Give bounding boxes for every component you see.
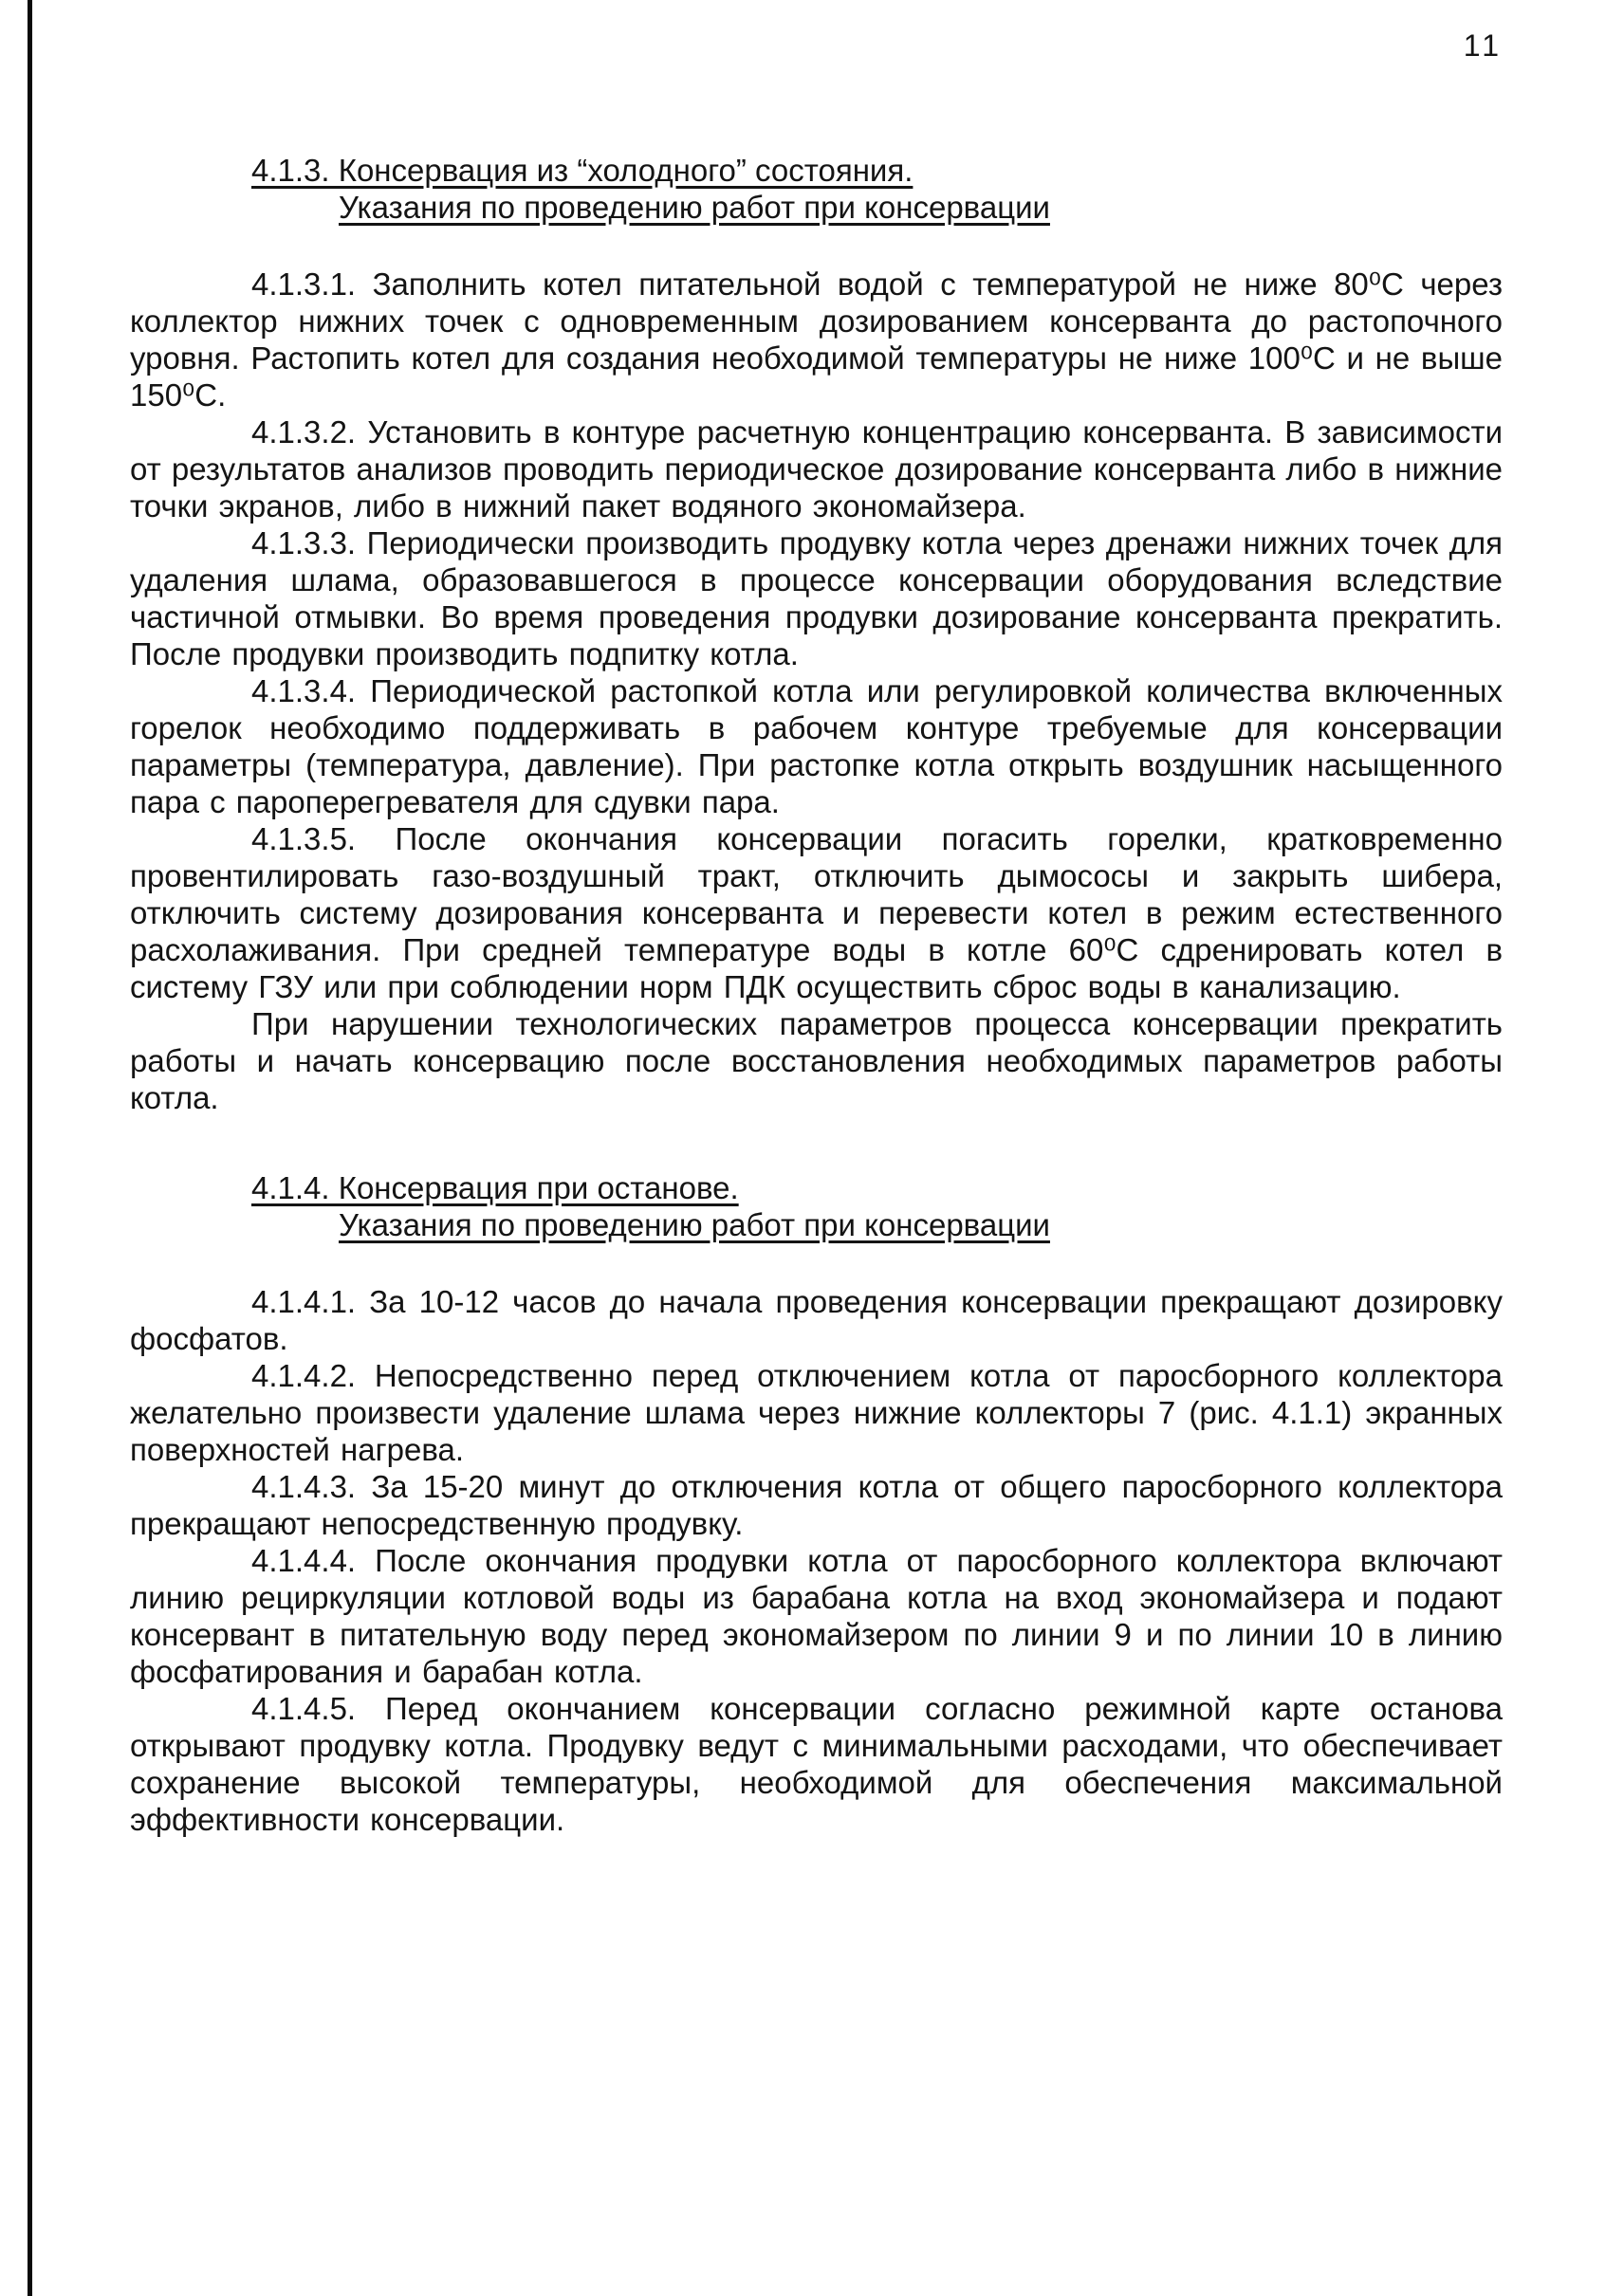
paragraph-4-1-4-4: 4.1.4.4. После окончания продувки котла от паросборного коллектора включают линию рециркуляции котловой воды из барабана котла на вход экономайзера и подают консервант в питательную воду перед экономайзером по линии 9 и по линии 10 в линию фосфатирования и барабан котла.: [130, 1543, 1503, 1689]
paragraph-4-1-4-1: 4.1.4.1. За 10-12 часов до начала проведения консервации прекращают дозировку фосфатов.: [130, 1284, 1503, 1356]
heading-line-2: Указания по проведению работ при консервации: [339, 1207, 1050, 1242]
document-content: [130, 152, 1503, 1838]
heading-line-2: Указания по проведению работ при консервации: [339, 190, 1050, 225]
section-4-1-4-heading: [130, 1169, 1503, 1243]
paragraph-4-1-4-2: 4.1.4.2. Непосредственно перед отключением котла от паросборного коллектора желательно произвести удаление шлама через нижние коллекторы 7 (рис. 4.1.1) экранных поверхностей нагрева.: [130, 1358, 1503, 1467]
paragraph-4-1-3-2: 4.1.3.2. Установить в контуре расчетную концентрацию консерванта. В зависимости от результатов анализов проводить периодическое дозирование консерванта либо в нижние точки экранов, либо в нижний пакет водяного экономайзера.: [130, 414, 1503, 523]
section-4-1-3: [130, 152, 1503, 1116]
paragraph-4-1-3-5: 4.1.3.5. После окончания консервации погасить горелки, кратковременно провентилировать газо-воздушный тракт, отключить дымососы и закрыть шибера, отключить систему дозирования консерванта и перевести котел в режим естественного расхолаживания. При средней температуре воды в котле 60⁰С сдренировать котел в систему ГЗУ или при соблюдении норм ПДК осуществить сброс воды в канализацию.: [130, 821, 1503, 1004]
paragraph-4-1-3-3: 4.1.3.3. Периодически производить продувку котла через дренажи нижних точек для удаления шлама, образовавшегося в процессе консервации оборудования вследствие частичной отмывки. Во время проведения продувки дозирование консерванта прекратить. После продувки производить подпитку котла.: [130, 525, 1503, 671]
paragraph-4-1-4-3: 4.1.4.3. За 15-20 минут до отключения котла от общего паросборного коллектора прекращают непосредственную продувку.: [130, 1469, 1503, 1541]
heading-line-1: 4.1.4. Консервация при останове.: [251, 1170, 739, 1205]
paragraph-4-1-3-4: 4.1.3.4. Периодической растопкой котла или регулировкой количества включенных горелок необходимо поддерживать в рабочем контуре требуемые для консервации параметры (температура, давление). При растопке котла открыть воздушник насыщенного пара с пароперегревателя для сдувки пара.: [130, 673, 1503, 819]
paragraph-4-1-4-5: 4.1.4.5. Перед окончанием консервации согласно режимной карте останова открывают продувку котла. Продувку ведут с минимальными расходами, что обеспечивает сохранение высокой температуры, необходимой для обеспечения максимальной эффективности консервации.: [130, 1691, 1503, 1837]
page-number: 11: [1463, 28, 1503, 63]
paragraph-4-1-3-1: 4.1.3.1. Заполнить котел питательной водой с температурой не ниже 80⁰С через коллектор нижних точек с одновременным дозированием консерванта до растопочного уровня. Растопить котел для создания необходимой температуры не ниже 100⁰С и не выше 150⁰С.: [130, 266, 1503, 413]
heading-line-1: 4.1.3. Консервация из “холодного” состояния.: [251, 153, 914, 188]
scan-edge-line: [28, 0, 32, 2296]
paragraph-4-1-3-note: При нарушении технологических параметров процесса консервации прекратить работы и начать консервацию после восстановления необходимых параметров работы котла.: [130, 1006, 1503, 1115]
section-4-1-3-heading: [130, 152, 1503, 226]
section-4-1-4: [130, 1169, 1503, 1838]
